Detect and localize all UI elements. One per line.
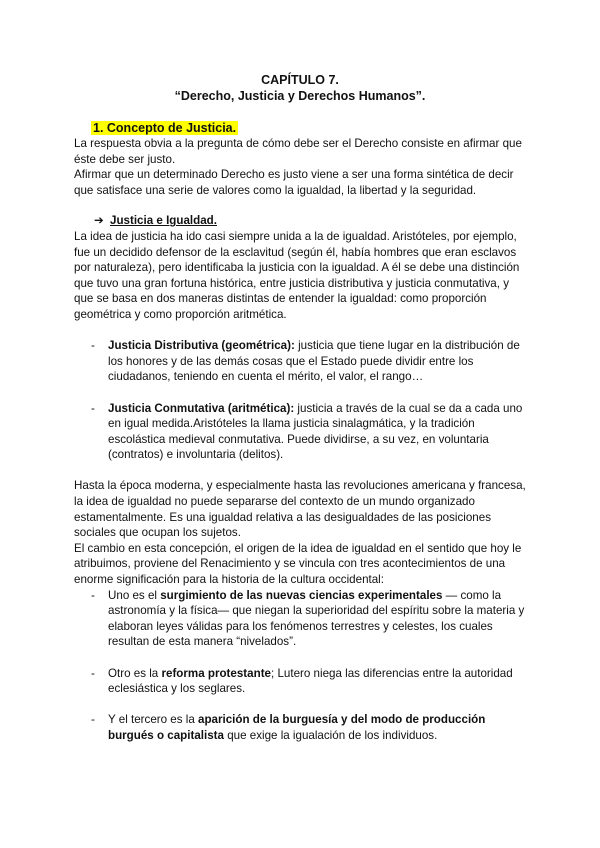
document-page <box>74 72 526 744</box>
definition: justicia a través de la cual se da a cada uno en igual medida.Aristóteles la llama justicia sinalagmática, y la tradición escolástica medieval conmutativa. Puede dividirse, a su vez, en voluntaria (contratos) e involuntaria (delitos). <box>108 401 523 462</box>
justice-types-list <box>74 338 526 463</box>
paragraph: La respuesta obvia a la pregunta de cómo debe ser el Derecho consiste en afirmar que éste debe ser justo. <box>74 137 522 166</box>
subsection-heading-label: Justicia e Igualdad. <box>110 214 217 228</box>
chapter-subtitle: “Derecho, Justicia y Derechos Humanos”. <box>174 89 426 103</box>
term: Justicia Conmutativa (aritmética): <box>108 401 295 415</box>
text: — como la astronomía y la física— que niegan la superioridad del espíritu sobre la materia y elaboran leyes válidas para los fenómenos terrestres y celestes, los cuales resultan de esta manera “nivelados”. <box>108 588 525 649</box>
paragraph: Hasta la época moderna, y especialmente hasta las revoluciones americana y francesa, la idea de igualdad no puede separarse del contexto de un mundo organizado estamentalmente. Es una igualdad relativa a las desigualdades de las posiciones sociales que ocupan los sujetos. <box>74 479 526 540</box>
list-item <box>74 338 526 385</box>
text: Uno es el <box>108 588 161 602</box>
emphasis: surgimiento de las nuevas ciencias experimentales <box>160 588 443 602</box>
chapter-title: CAPÍTULO 7. <box>261 73 339 87</box>
definition: justicia que tiene lugar en la distribución de los honores y de las demás cosas que el Estado puede dividir entre los ciudadanos, teniendo en cuenta el mérito, el valor, el rango… <box>108 339 520 384</box>
bullet-dash: - <box>91 666 95 680</box>
paragraph: El cambio en esta concepción, el origen de la idea de igualdad en el sentido que hoy le atribuimos, proviene del Renacimiento y se vincula con tres acontecimientos de una enorme significación para la historia de la cultura occidental: <box>74 541 522 587</box>
paragraph: La idea de justicia ha ido casi siempre unida a la de igualdad. Aristóteles, por ejemplo, fue un decidido defensor de la esclavitud (según él, había hombres que eran esclavos por naturaleza), pero identificaba la justicia con la igualdad. A él se debe una distinción que tuvo una gran fortuna histórica, entre justicia distributiva y justicia conmutativa, y que se basa en dos maneras distintas de entender la igualdad: como proporción geométrica y como proporción aritmética. <box>74 229 520 321</box>
paragraph: Afirmar que un determinado Derecho es justo viene a ser una forma sintética de decir que satisface una serie de valores como la igualdad, la libertad y la seguridad. <box>74 168 514 197</box>
bullet-dash: - <box>91 339 95 353</box>
emphasis: aparición de la burguesía y del modo de producción burgués o capitalista <box>108 713 486 742</box>
list-item <box>74 712 526 743</box>
emphasis: reforma protestante <box>161 666 272 680</box>
highlighted-heading: 1. Concepto de Justicia. <box>93 121 237 135</box>
text: que exige la igualación de los individuos. <box>223 728 438 742</box>
arrow-icon: ➔ <box>94 214 104 228</box>
events-list <box>74 588 526 744</box>
text: Y el tercero es la <box>108 713 199 727</box>
bullet-dash: - <box>91 401 95 415</box>
text: ; Lutero niega las diferencias entre la autoridad eclesiástica y los seglares. <box>108 666 513 696</box>
subsection-heading-igualdad <box>94 213 526 229</box>
bullet-dash: - <box>91 588 95 602</box>
section-heading-concepto <box>91 120 526 136</box>
text: Otro es la <box>108 666 162 680</box>
list-item <box>74 401 526 463</box>
bullet-dash: - <box>91 713 95 727</box>
list-item <box>74 588 526 650</box>
list-item <box>74 666 526 697</box>
term: Justicia Distributiva (geométrica): <box>108 339 295 353</box>
